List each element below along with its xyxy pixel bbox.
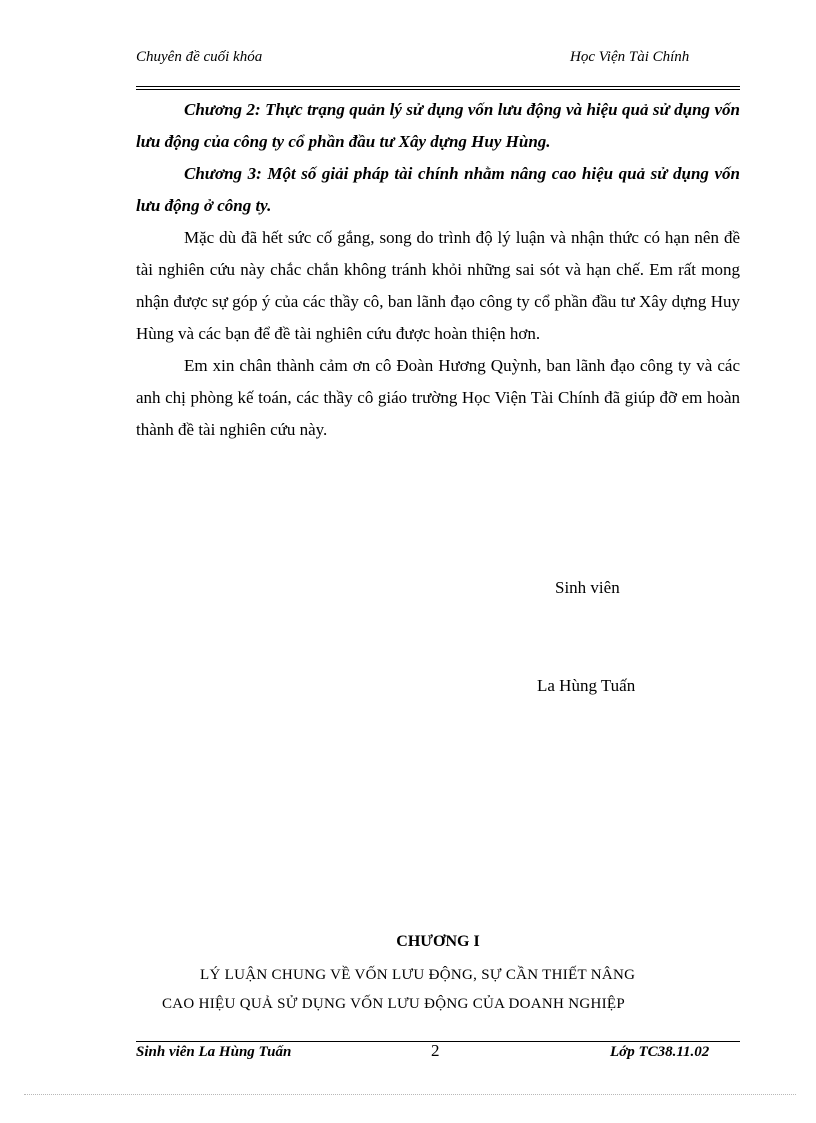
acknowledgement-paragraph-2: Em xin chân thành cảm ơn cô Đoàn Hương Quỳnh, ban lãnh đạo công ty và các anh chị phòng kế toán, các thầy cô giáo trường Học Viện Tài Chính đã giúp đỡ em hoàn thành đề tài nghiên cứu này. — [136, 356, 740, 439]
chapter-3-description: Chương 3: Một số giải pháp tài chính nhằm nâng cao hiệu quả sử dụng vốn lưu động ở công ty. — [136, 164, 740, 215]
footer-class-code: Lớp TC38.11.02 — [610, 1044, 710, 1060]
header-divider — [136, 86, 740, 90]
page-bottom-edge — [24, 1094, 796, 1095]
header-right-institution: Học Viện Tài Chính — [570, 49, 690, 65]
footer-student-name: Sinh viên La Hùng Tuấn — [136, 1044, 292, 1060]
chapter-title: CHƯƠNG I — [396, 933, 480, 950]
acknowledgement-paragraph-1: Mặc dù đã hết sức cố gắng, song do trình độ lý luận và nhận thức có hạn nên đề tài nghiên cứu này chắc chắn không tránh khỏi những sai sót và hạn chế. Em rất mong nhận được sự góp ý của các thầy cô, ban lãnh đạo công ty cổ phần đầu tư Xây dựng Huy Hùng và các bạn để đề tài nghiên cứu được hoàn thiện hơn. — [136, 228, 740, 343]
signature-role: Sinh viên — [555, 578, 620, 597]
chapter-2-description: Chương 2: Thực trạng quản lý sử dụng vốn lưu động và hiệu quả sử dụng vốn lưu động của công ty cổ phần đầu tư Xây dựng Huy Hùng. — [136, 100, 740, 151]
chapter-subtitle-line-1: LÝ LUẬN CHUNG VỀ VỐN LƯU ĐỘNG, SỰ CẦN THIẾT NÂNG — [200, 967, 636, 983]
chapter-subtitle — [136, 961, 740, 1019]
body-text — [136, 94, 740, 446]
page-number: 2 — [431, 1041, 440, 1060]
header-left-title: Chuyên đề cuối khóa — [136, 49, 263, 65]
signature-name: La Hùng Tuấn — [537, 676, 636, 695]
chapter-subtitle-line-2: CAO HIỆU QUẢ SỬ DỤNG VỐN LƯU ĐỘNG CỦA DOANH NGHIỆP — [162, 996, 625, 1012]
